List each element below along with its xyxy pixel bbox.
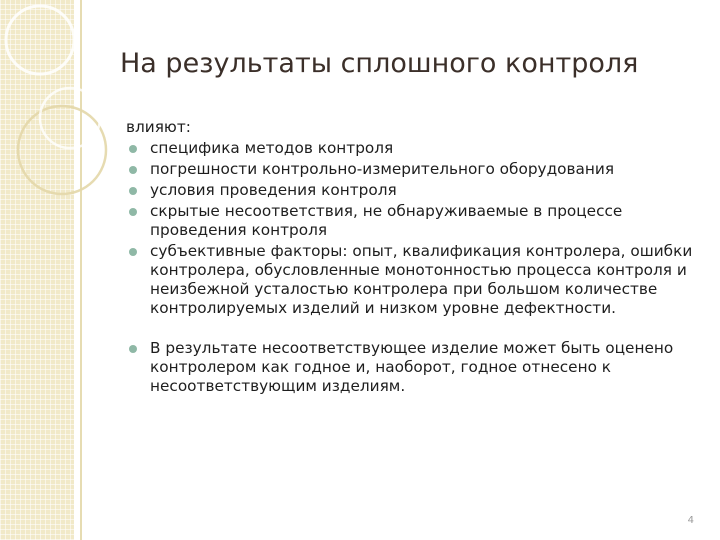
bullet-icon <box>129 345 137 353</box>
slide-content <box>126 118 696 398</box>
bullet-item <box>126 242 696 318</box>
bullet-icon <box>129 248 137 256</box>
bullet-icon <box>129 166 137 174</box>
bullet-item <box>126 202 696 240</box>
conclusion-text: В результате несоответствующее изделие может быть оценено контролером как годное и, наоборот, годное отнесено к несоответствующим изделиям. <box>150 339 674 395</box>
bullet-text: специфика методов контроля <box>150 139 394 157</box>
page-number: 4 <box>687 515 694 526</box>
bullet-text: условия проведения контроля <box>150 181 397 199</box>
bullet-item <box>126 160 696 179</box>
bullet-icon <box>129 208 137 216</box>
slide-title: На результаты сплошного контроля <box>120 48 639 79</box>
bullet-list <box>126 139 696 396</box>
bullet-text: субъективные факторы: опыт, квалификация контролера, ошибки контролера, обусловленные монотонностью процесса контроля и неизбежной усталостью контролера при большом количестве контролируемых изделий и низком уровне дефектности. <box>150 242 693 317</box>
intro-text: влияют: <box>126 118 191 136</box>
conclusion-item <box>126 339 696 396</box>
decorative-circles-icon <box>0 0 120 300</box>
bullet-item <box>126 139 696 158</box>
bullet-text: скрытые несоответствия, не обнаруживаемые в процессе проведения контроля <box>150 202 623 239</box>
bullet-icon <box>129 187 137 195</box>
bullet-text: погрешности контрольно-измерительного оборудования <box>150 160 615 178</box>
bullet-icon <box>129 145 137 153</box>
bullet-item <box>126 181 696 200</box>
